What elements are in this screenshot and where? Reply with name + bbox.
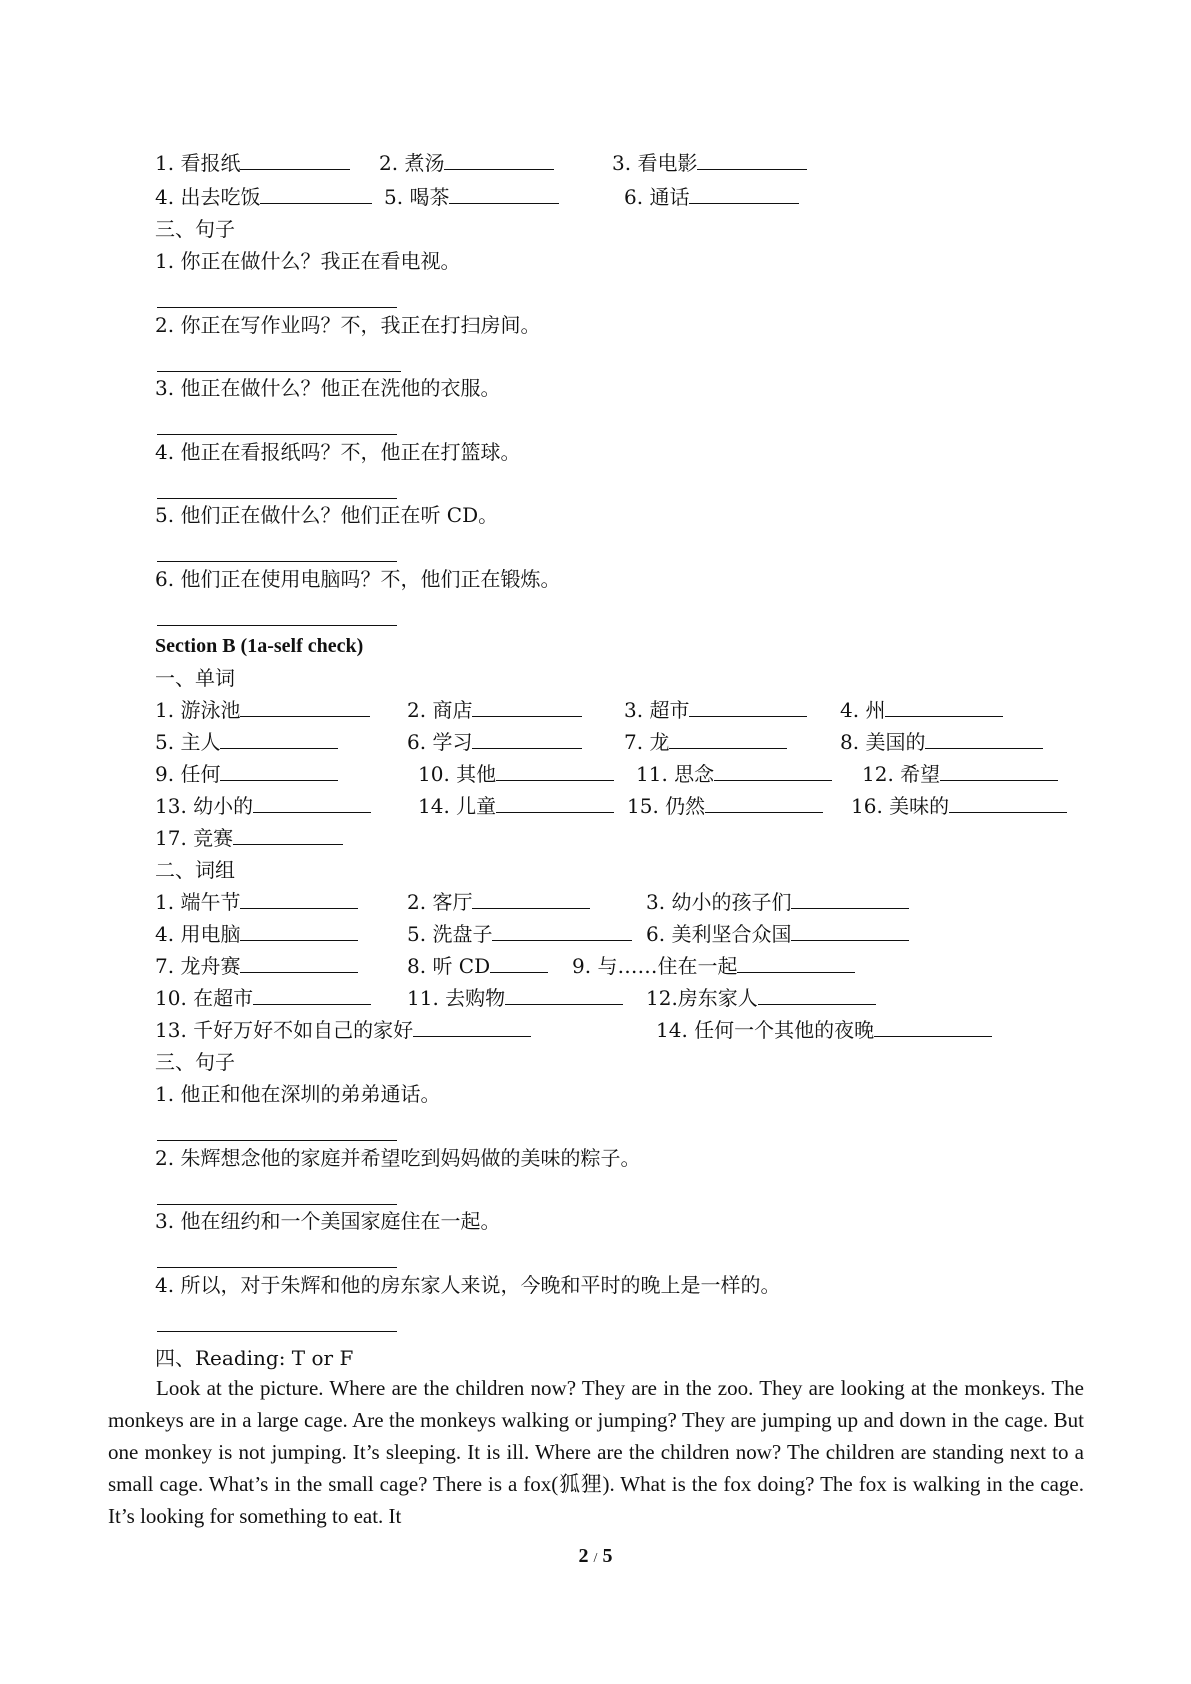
word-item: 8. 美国的 <box>840 730 1043 754</box>
word-item: 4. 州 <box>840 698 1003 722</box>
answer-blank[interactable] <box>220 730 338 749</box>
section-heading: 二、词组 <box>155 858 235 882</box>
reading-text: Look at the picture. Where are the children now? They are in the zoo. They are looking at the monkeys. The monkeys are in a large cage. Are the monkeys walking or jumping? They are jumping up and down in the cage. But one monkey is not jumping. It’s sleeping. It is ill. Where are the children now? The children are standing next to a small cage. What’s in the small cage? There is a fox(狐狸). What is the fox doing? The fox is walking in the cage. It’s looking for something to eat. It <box>108 1376 1084 1528</box>
page-number <box>0 1545 1191 1568</box>
word-item: 9. 任何 <box>155 762 338 786</box>
answer-blank[interactable] <box>472 730 582 749</box>
phrase-item: 4. 用电脑 <box>155 922 358 946</box>
section-heading: 三、句子 <box>155 1050 235 1074</box>
reading-heading: 四、Reading: T or F <box>155 1346 354 1370</box>
sentence-prompt: 1. 你正在做什么？我正在看电视。 <box>155 249 461 273</box>
answer-blank[interactable] <box>949 794 1067 813</box>
answer-blank[interactable] <box>496 794 614 813</box>
answer-line[interactable] <box>157 371 401 372</box>
answer-blank[interactable] <box>714 762 832 781</box>
phrase-item: 3. 幼小的孩子们 <box>646 890 909 914</box>
word-item: 2. 商店 <box>407 698 582 722</box>
sentence-prompt: 5. 他们正在做什么？他们正在听 CD。 <box>155 503 499 527</box>
answer-blank[interactable] <box>240 922 358 941</box>
answer-line[interactable] <box>157 625 397 626</box>
word-item: 13. 幼小的 <box>155 794 371 818</box>
phrase-item: 6. 通话 <box>624 185 799 209</box>
phrase-item: 1. 看报纸 <box>155 151 350 175</box>
sentence-prompt: 2. 朱辉想念他的家庭并希望吃到妈妈做的美味的粽子。 <box>155 1146 641 1170</box>
answer-blank[interactable] <box>791 890 909 909</box>
phrase-item: 12.房东家人 <box>646 986 876 1010</box>
answer-blank[interactable] <box>492 922 632 941</box>
answer-blank[interactable] <box>233 826 343 845</box>
phrase-item: 13. 千好万好不如自己的家好 <box>155 1018 531 1042</box>
sentence-prompt: 3. 他正在做什么？他正在洗他的衣服。 <box>155 376 501 400</box>
word-item: 16. 美味的 <box>851 794 1067 818</box>
sentence-prompt: 3. 他在纽约和一个美国家庭住在一起。 <box>155 1209 501 1233</box>
answer-line[interactable] <box>157 1140 397 1141</box>
answer-blank[interactable] <box>413 1018 531 1037</box>
phrase-item: 1. 端午节 <box>155 890 358 914</box>
answer-blank[interactable] <box>472 890 590 909</box>
word-item: 1. 游泳池 <box>155 698 370 722</box>
answer-blank[interactable] <box>689 185 799 204</box>
phrase-item: 8. 听 CD <box>407 954 548 978</box>
word-item: 10. 其他 <box>418 762 614 786</box>
word-item: 5. 主人 <box>155 730 338 754</box>
word-item: 6. 学习 <box>407 730 582 754</box>
answer-blank[interactable] <box>253 986 371 1005</box>
answer-blank[interactable] <box>240 698 370 717</box>
phrase-item: 4. 出去吃饭 <box>155 185 372 209</box>
answer-blank[interactable] <box>505 986 623 1005</box>
answer-line[interactable] <box>157 307 397 308</box>
sentence-prompt: 6. 他们正在使用电脑吗？不，他们正在锻炼。 <box>155 567 561 591</box>
word-item: 7. 龙 <box>624 730 787 754</box>
answer-blank[interactable] <box>449 185 559 204</box>
answer-blank[interactable] <box>496 762 614 781</box>
phrase-item: 11. 去购物 <box>407 986 623 1010</box>
section-heading: 一、单词 <box>155 666 235 690</box>
word-item: 11. 思念 <box>636 762 832 786</box>
answer-blank[interactable] <box>705 794 823 813</box>
reading-passage <box>108 1372 1084 1532</box>
answer-blank[interactable] <box>220 762 338 781</box>
page-separator: / <box>593 1551 598 1566</box>
phrase-item: 7. 龙舟赛 <box>155 954 358 978</box>
answer-line[interactable] <box>157 1204 397 1205</box>
answer-line[interactable] <box>157 1267 397 1268</box>
answer-line[interactable] <box>157 434 397 435</box>
answer-blank[interactable] <box>697 151 807 170</box>
answer-blank[interactable] <box>240 151 350 170</box>
answer-blank[interactable] <box>444 151 554 170</box>
sentence-prompt: 4. 他正在看报纸吗？不，他正在打篮球。 <box>155 440 521 464</box>
answer-blank[interactable] <box>689 698 807 717</box>
section-heading: 三、句子 <box>155 217 235 241</box>
word-item: 14. 儿童 <box>418 794 614 818</box>
answer-line[interactable] <box>157 1331 397 1332</box>
sentence-prompt: 4. 所以，对于朱辉和他的房东家人来说，今晚和平时的晚上是一样的。 <box>155 1273 781 1297</box>
answer-blank[interactable] <box>737 954 855 973</box>
answer-blank[interactable] <box>940 762 1058 781</box>
answer-blank[interactable] <box>240 954 358 973</box>
sentence-prompt: 1. 他正和他在深圳的弟弟通话。 <box>155 1082 441 1106</box>
word-item: 12. 希望 <box>862 762 1058 786</box>
answer-blank[interactable] <box>885 698 1003 717</box>
answer-blank[interactable] <box>925 730 1043 749</box>
answer-line[interactable] <box>157 561 397 562</box>
word-item: 15. 仍然 <box>627 794 823 818</box>
answer-blank[interactable] <box>791 922 909 941</box>
phrase-item: 3. 看电影 <box>612 151 807 175</box>
answer-blank[interactable] <box>490 954 548 973</box>
answer-blank[interactable] <box>240 890 358 909</box>
answer-line[interactable] <box>157 498 397 499</box>
word-item: 17. 竞赛 <box>155 826 343 850</box>
page-current: 2 <box>578 1545 589 1567</box>
phrase-item: 2. 客厅 <box>407 890 590 914</box>
page-total: 5 <box>602 1545 613 1567</box>
answer-blank[interactable] <box>874 1018 992 1037</box>
answer-blank[interactable] <box>260 185 372 204</box>
sentence-prompt: 2. 你正在写作业吗？不，我正在打扫房间。 <box>155 313 541 337</box>
phrase-item: 6. 美利坚合众国 <box>646 922 909 946</box>
phrase-item: 10. 在超市 <box>155 986 371 1010</box>
answer-blank[interactable] <box>669 730 787 749</box>
answer-blank[interactable] <box>472 698 582 717</box>
answer-blank[interactable] <box>253 794 371 813</box>
word-item: 3. 超市 <box>624 698 807 722</box>
phrase-item: 5. 洗盘子 <box>407 922 632 946</box>
phrase-item: 14. 任何一个其他的夜晚 <box>656 1018 992 1042</box>
phrase-item: 2. 煮汤 <box>379 151 554 175</box>
phrase-item: 5. 喝茶 <box>384 185 559 209</box>
answer-blank[interactable] <box>758 986 876 1005</box>
section-title: Section B (1a-self check) <box>155 635 364 657</box>
phrase-item: 9. 与……住在一起 <box>572 954 855 978</box>
